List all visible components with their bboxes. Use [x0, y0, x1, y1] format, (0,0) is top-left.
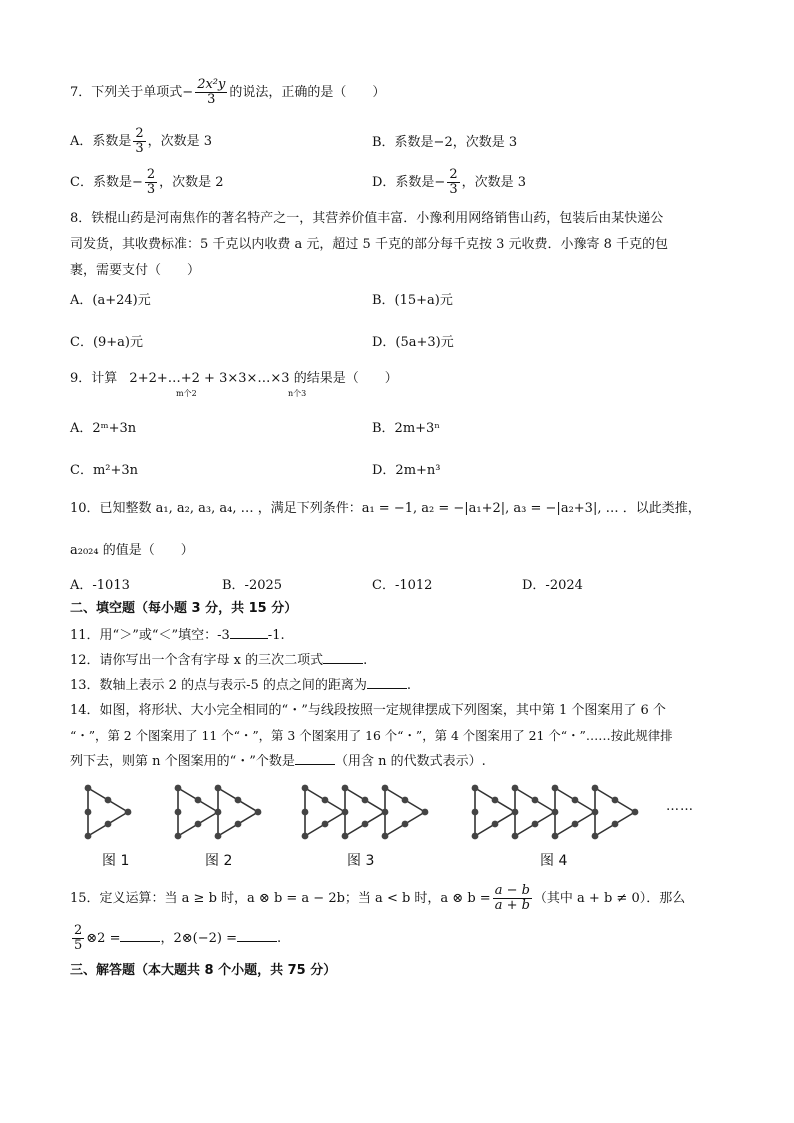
q11-answer-blank[interactable]: [230, 626, 268, 639]
q9-stem: 9．计算 2+2+…+2 + 3×3×…×3 的结果是（ ）: [70, 371, 398, 386]
q14-figures: [70, 780, 720, 860]
q14-fig2-label: 图 2: [205, 853, 233, 869]
q8-option-b: B．(15+a)元: [372, 293, 453, 308]
section-2-heading: 二、填空题（每小题 3 分，共 15 分）: [70, 601, 298, 616]
q14-fig-dot: [302, 809, 309, 816]
q14-fig-dot: [175, 833, 182, 840]
q10-option-b: B．-2025: [222, 578, 283, 593]
q14-fig-dot: [302, 833, 309, 840]
q14-fig-dot: [195, 821, 202, 828]
q14-fig-dot: [472, 785, 479, 792]
q14-fig-dot: [175, 809, 182, 816]
q14-fig-dot: [532, 797, 539, 804]
q14-fig-dot: [592, 833, 599, 840]
q14-fig-dot: [592, 809, 599, 816]
q14-fig-dot: [215, 809, 222, 816]
q14-line1: 14．如图，将形状、大小完全相同的“・”与线段按照一定规律摆成下列图案，其中第 1 个图案用了 6 个: [70, 703, 666, 718]
q14-fig-dot: [255, 809, 262, 816]
q8-option-d: D．(5a+3)元: [372, 335, 454, 350]
q14-fig-dot: [472, 809, 479, 816]
q14-fig-dot: [532, 821, 539, 828]
q14-fig-dot: [302, 785, 309, 792]
q15-line2: $\frac{2}{5}$ ⊗2 = ，2⊗(−2) = .: [74, 923, 282, 953]
q14-fig-dot: [632, 809, 639, 816]
q15-blank-2[interactable]: [237, 929, 277, 942]
q7-option-b: B．系数是−2，次数是 3: [372, 135, 518, 150]
q14-fig-dot: [195, 797, 202, 804]
q14-fig-dot: [512, 785, 519, 792]
q15-blank-1[interactable]: [120, 929, 160, 942]
q15-fraction: $\frac{a - b}{a + b}$: [494, 883, 530, 913]
q8-option-a: A．(a+24)元: [70, 293, 151, 308]
q14-fig-dot: [492, 797, 499, 804]
q10-option-a: A．-1013: [70, 578, 130, 593]
q14-fig-dot: [422, 809, 429, 816]
q14-fig-dot: [342, 785, 349, 792]
q9-option-b: B．2m+3ⁿ: [372, 421, 440, 436]
q14-fig4-label: 图 4: [540, 853, 568, 869]
q14-fig1-label: 图 1: [102, 853, 130, 869]
q7-option-a: A．系数是 $\frac{2}{3}$ ，次数是 3: [70, 126, 213, 156]
q14-fig-dot: [235, 821, 242, 828]
q14-fig-dot: [342, 809, 349, 816]
q12-answer-blank[interactable]: [323, 651, 363, 664]
q14-fig-dot: [492, 821, 499, 828]
q14-fig-dot: [342, 833, 349, 840]
q14-answer-blank[interactable]: [295, 752, 335, 765]
q9-underbrace-2: n个3: [288, 389, 307, 398]
q14-fig-dot: [572, 797, 579, 804]
q14-fig-dot: [472, 833, 479, 840]
q10-line1: 10．已知整数 a₁, a₂, a₃, a₄, … ，满足下列条件：a₁ = −1, a₂ = −|a₁+2|, a₃ = −|a₂+3|, … ．以此类推，: [70, 501, 701, 516]
q14-fig-dot: [322, 797, 329, 804]
q14-fig-dot: [362, 821, 369, 828]
q14-fig-dot: [85, 833, 92, 840]
q8-line1: 8．铁棍山药是河南焦作的著名特产之一，其营养价值丰富．小豫利用网络销售山药，包装后由某快递公: [70, 211, 664, 226]
q14-fig-dot: [362, 797, 369, 804]
q14-fig-dot: [512, 809, 519, 816]
q14-fig-dot: [125, 809, 132, 816]
q14-fig-dot: [402, 821, 409, 828]
q14-fig-dot: [552, 833, 559, 840]
q7-fraction: $\frac{\text{2x²y}}{3}$: [197, 77, 226, 107]
q14-fig3-label: 图 3: [347, 853, 375, 869]
q8-line2: 司发货，其收费标准：5 千克以内收费 a 元，超过 5 千克的部分每千克按 3 元收费．小豫寄 8 千克的包: [70, 237, 669, 252]
q14-fig-dot: [552, 785, 559, 792]
q9-option-c: C．m²+3n: [70, 463, 139, 478]
q14-fig-dot: [612, 797, 619, 804]
q14-fig-dot: [552, 809, 559, 816]
q11: 11．用“＞”或“＜”填空：-3 -1.: [70, 628, 285, 643]
q13-answer-blank[interactable]: [367, 676, 407, 689]
q14-fig-dot: [105, 797, 112, 804]
q14-fig-dot: [322, 821, 329, 828]
q10-option-d: D．-2024: [522, 578, 583, 593]
q10-line2: a₂₀₂₄ 的值是（ ）: [70, 543, 194, 558]
q7-option-d: D．系数是− $\frac{2}{3}$ ，次数是 3: [372, 167, 527, 197]
q9-option-d: D．2m+n³: [372, 463, 441, 478]
q14-fig-dot: [382, 809, 389, 816]
q8-line3: 裹，需要支付（ ）: [70, 263, 201, 278]
section-3-heading: 三、解答题（本大题共 8 个小题，共 75 分）: [70, 963, 337, 978]
q14-fig-dot: [235, 797, 242, 804]
q9-option-a: A．2ᵐ+3n: [70, 421, 137, 436]
q14-fig-dot: [382, 833, 389, 840]
q9-underbrace-1: m个2: [176, 389, 197, 398]
q14-fig-dot: [85, 809, 92, 816]
q7-option-c: C．系数是− $\frac{2}{3}$ ，次数是 2: [70, 167, 224, 197]
q12: 12．请你写出一个含有字母 x 的三次二项式 .: [70, 653, 368, 668]
q7-stem: 7．下列关于单项式− $\frac{\text{2x²y}}{3}$ 的说法，正确的是（ ）: [70, 77, 386, 107]
q13: 13．数轴上表示 2 的点与表示-5 的点之间的距离为 .: [70, 678, 412, 693]
q14-fig-dot: [215, 785, 222, 792]
q8-option-c: C．(9+a)元: [70, 335, 144, 350]
q14-fig-dot: [402, 797, 409, 804]
q14-fig-dot: [612, 821, 619, 828]
q14-fig-dot: [382, 785, 389, 792]
q14-fig-dot: [215, 833, 222, 840]
q14-fig-dot: [105, 821, 112, 828]
q14-fig-dot: [592, 785, 599, 792]
q14-fig-dot: [512, 833, 519, 840]
q14-fig-dot: [572, 821, 579, 828]
q10-option-c: C．-1012: [372, 578, 433, 593]
q14-fig-dot: [85, 785, 92, 792]
q14-line3: 列下去，则第 n 个图案用的“・”个数是 （用含 n 的代数式表示）.: [70, 754, 486, 769]
q14-ellipsis: ……: [666, 799, 694, 814]
q14-fig-dot: [175, 785, 182, 792]
q9-expression: 2+2+…+2 + 3×3×…×3: [129, 371, 290, 386]
q15-line1: 15．定义运算：当 a ≥ b 时，a ⊗ b = a − 2b；当 a < b 时，a ⊗ b = $\frac{a - b}{a + b}$ （其中 a + b ≠ 0）．那么: [70, 883, 686, 913]
q14-line2: “・”，第 2 个图案用了 11 个“・”，第 3 个图案用了 16 个“・”，第 4 个图案用了 21 个“・”……按此规律排: [70, 728, 673, 743]
